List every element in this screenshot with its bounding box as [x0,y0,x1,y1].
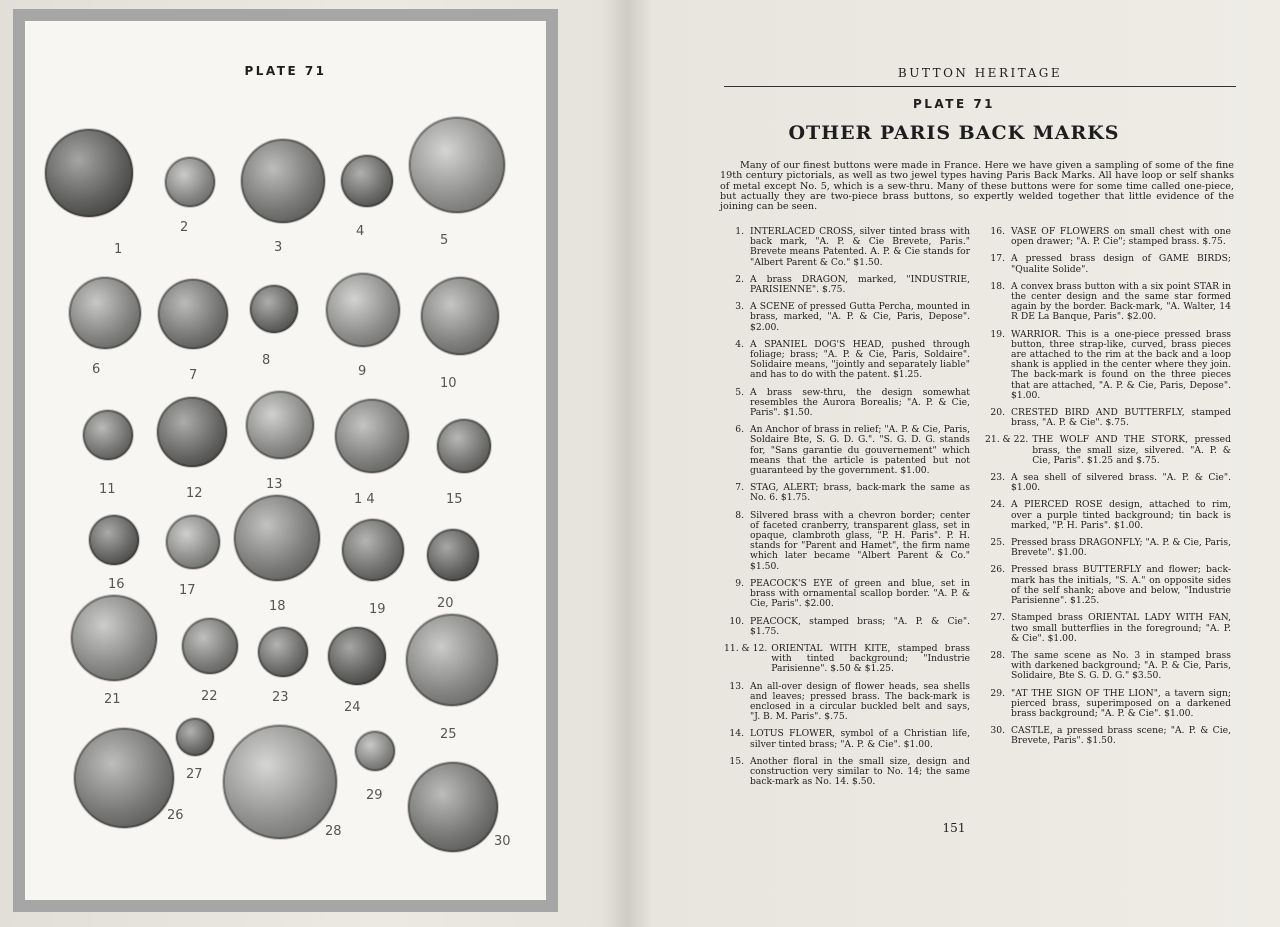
button-number-label: 26 [167,808,184,823]
entry-number: 18. [990,280,1005,292]
entry-item [985,613,1231,644]
button-number-label: 10 [440,376,457,391]
entry-number: 15. [729,755,744,767]
entry-text: Pressed brass BUTTERFLY and flower; back-mark has the initials, "S. A." on opposite sides of the self shank; above and below, "Industrie Parisienne". $1.25. [1011,564,1231,607]
entry-text: An Anchor of brass in relief; "A. P. & Cie, Paris, Soldaire Bte, S. G. D. G.". "S. G. D. G. stands for, "Sans garantie du gouvernement" which means that the article is patented but not guaranteed by the government. $1.00. [750,424,970,477]
button-photo-13 [246,391,314,459]
button-number-label: 25 [440,727,457,742]
button-number-label: 17 [179,583,196,598]
button-number-label: 1 [114,242,123,257]
button-photo-17 [166,515,220,569]
entry-number: 3. [735,301,744,313]
left-page [0,0,625,927]
button-number-label: 22 [201,689,218,704]
entry-text: A SPANIEL DOG'S HEAD, pushed through foliage; brass; "A. P. & Cie, Paris, Soldaire". Solidaire means, "jointly and separately liable" and has to do with the patent. $1.25. [750,338,970,381]
entry-text: A brass sew-thru, the design somewhat resembles the Aurora Borealis; "A. P. & Cie, Paris". $1.50. [750,386,970,419]
entry-text: Another floral in the small size, design and construction very similar to No. 14; the same back-mark as No. 14. $.50. [750,755,970,788]
entry-item [724,275,970,295]
page-heading: OTHER PARIS BACK MARKS [788,122,1120,144]
entry-text: VASE OF FLOWERS on small chest with one open drawer; "A. P. Cie"; stamped brass. $.75. [1011,226,1231,248]
entry-text: The same scene as No. 3 in stamped brass with darkened background; "A. P. & Cie, Paris, Solidaire, Bte S. G. D. G." $3.50. [1011,649,1231,682]
entry-text: A PIERCED ROSE design, attached to rim, over a purple tinted background; tin back is marked, "P. H. Paris". $1.00. [1011,499,1231,531]
entry-item [985,330,1231,401]
button-photo-19 [342,519,404,581]
button-photo-22 [182,618,238,674]
entry-item [985,227,1231,247]
button-number-label: 21 [104,692,121,707]
entry-item [724,757,970,788]
running-head-text: BUTTON HERITAGE [897,66,1063,80]
entry-item [724,227,970,268]
entry-number: 16. [990,226,1005,237]
button-photo-18 [234,495,320,581]
entry-text: Stamped brass ORIENTAL LADY WITH FAN, two small butterflies in the foreground; "A. P. & Cie". $1.00. [1011,612,1231,644]
button-photo-27 [176,718,214,756]
button-photo-25 [406,614,498,706]
entry-number: 14. [729,728,744,740]
entry-number: 28. [990,649,1005,661]
entry-text: Pressed brass DRAGONFLY; "A. P. & Cie, Paris, Brevete". $1.00. [1011,537,1231,559]
plate-title-left: PLATE 71 [244,64,327,78]
button-number-label: 27 [186,767,203,782]
plate-label: PLATE 71 [912,97,996,111]
entry-text: "AT THE SIGN OF THE LION", a tavern sign; pierced brass, superimposed on a darkened brass background; "A. P. & Cie". $1.00. [1011,687,1231,719]
plate-frame [13,9,558,912]
entry-number: 17. [990,253,1005,265]
entry-number: 8. [735,509,744,521]
button-number-label: 4 [356,224,365,239]
button-number-label: 9 [358,364,367,379]
entry-number: 23. [990,472,1005,484]
entry-item [985,538,1231,558]
entry-text: INTERLACED CROSS, silver tinted brass with back mark, "A. P. & Cie Brevete, Paris." Brevete means Patented. A. P. & Cie stands for "Albert Parent & Co." $1.50. [750,226,970,268]
button-photo-3 [241,139,325,223]
entry-number: 21. & 22. [985,434,1029,446]
button-number-label: 15 [446,492,463,507]
entry-number: 13. [729,680,744,692]
button-photo-4 [341,155,393,207]
entries-column-right [985,227,1231,754]
entry-text: CRESTED BIRD AND BUTTERFLY, stamped brass, "A. P. & Cie". $.75. [1011,407,1231,429]
button-photo-11 [83,410,133,460]
entry-number: 20. [990,407,1005,419]
entry-item [985,651,1231,682]
entry-item [724,340,970,381]
entry-text: LOTUS FLOWER, symbol of a Christian life, silver tinted brass; "A. P. & Cie". $1.00. [750,728,970,750]
entry-item [724,644,970,675]
button-photo-14 [335,399,409,473]
entry-text: A sea shell of silvered brass. "A. P. & Cie". $1.00. [1011,472,1231,494]
button-photo-15 [437,419,491,473]
entry-number: 2. [735,273,744,285]
button-photo-20 [427,529,479,581]
entry-item [724,483,970,503]
button-photo-7 [158,279,228,349]
entry-item [724,425,970,476]
button-photo-1 [45,129,133,217]
entry-item [985,408,1231,428]
entry-text: THE WOLF AND THE STORK, pressed brass, the small size, silvered. "A. P. & Cie, Paris". $1.25 and $.75. [1032,434,1231,466]
entry-number: 11. & 12. [724,642,768,654]
entry-item [985,435,1231,466]
entry-item [985,473,1231,493]
entry-text: An all-over design of flower heads, sea shells and leaves; pressed brass. The back-mark is enclosed in a circular buckled belt and says, "J. B. M. Paris". $.75. [750,680,970,723]
entry-item [724,729,970,749]
button-number-label: 1 4 [354,492,375,507]
button-number-label: 3 [274,240,283,255]
entry-text: Silvered brass with a chevron border; center of faceted cranberry, transparent glass, set in opaque, clambroth glass, "P. H. Paris". P. H. stands for "Parent and Hamet", the firm name which later became "Albert Parent & Co." $1.50. [750,509,970,572]
button-photo-10 [421,277,499,355]
button-number-label: 29 [366,788,383,803]
entry-number: 6. [735,424,744,436]
button-photo-8 [250,285,298,333]
button-photo-28 [223,725,337,839]
button-photo-9 [326,273,400,347]
button-number-label: 7 [189,368,198,383]
entry-text: STAG, ALERT; brass, back-mark the same as No. 6. $1.75. [750,482,970,504]
entry-text: WARRIOR. This is a one-piece pressed brass button, three strap-like, curved, brass pieces are attached to the rim at the back and a loop shank is applied in the center where they join. The back-mark is found on the three pieces that are attached, "A. P. & Cie, Paris, Depose". $1.00. [1011,328,1231,401]
entry-item [985,726,1231,746]
entry-item [724,302,970,333]
button-number-label: 6 [92,362,101,377]
entry-number: 30. [990,725,1005,737]
entry-number: 9. [735,577,744,589]
running-head [724,66,1236,87]
entry-text: A convex brass button with a six point STAR in the center design and the same star formed again by the border. Back-mark, "A. Walter, 14 R DE La Banque, Paris". $2.00. [1011,280,1231,323]
button-number-label: 5 [440,233,449,248]
entry-text: A brass DRAGON, marked, "INDUSTRIE, PARISIENNE". $.75. [750,273,970,296]
entry-item [985,254,1231,274]
button-photo-12 [157,397,227,467]
entry-number: 1. [735,226,744,237]
entry-item [724,511,970,572]
button-number-label: 12 [186,486,203,501]
button-number-label: 24 [344,700,361,715]
entry-number: 7. [735,482,744,494]
entries-column-left [724,227,970,794]
intro-text: Many of our finest buttons were made in France. Here we have given a sampling of some of the fine 19th century pictorials, as well as two jewel types having Paris Back Marks. All have loop or self shanks of metal except No. 5, which is a sew-thru. Many of these buttons were for some time called one-piece, but actually they are two-piece brass buttons, so expertly welded together that little evidence of the joining can be seen. [720,160,1234,213]
button-photo-6 [69,277,141,349]
entry-text: A SCENE of pressed Gutta Percha, mounted in brass, marked, "A. P. & Cie, Paris, Depose". $2.00. [750,301,970,333]
entry-number: 24. [990,499,1005,511]
entry-number: 27. [990,612,1005,624]
entry-text: PEACOCK, stamped brass; "A. P. & Cie". $1.75. [750,615,970,637]
button-number-label: 13 [266,477,283,492]
entry-item [724,388,970,419]
entry-number: 19. [990,328,1005,340]
button-number-label: 16 [108,577,125,592]
button-number-label: 18 [269,599,286,614]
entry-number: 4. [735,338,744,350]
button-number-label: 19 [369,602,386,617]
button-number-label: 23 [272,690,289,705]
button-photo-30 [408,762,498,852]
button-number-label: 8 [262,353,271,368]
entry-text: CASTLE, a pressed brass scene; "A. P. & Cie, Brevete, Paris". $1.50. [1011,725,1231,747]
page-number: 151 [942,821,966,835]
entry-item [724,579,970,610]
button-photo-5 [409,117,505,213]
entry-number: 26. [990,564,1005,576]
button-photo-16 [89,515,139,565]
entry-text: ORIENTAL WITH KITE, stamped brass with tinted background; "Industrie Parisienne". $.50 & $1.25. [771,642,970,675]
button-number-label: 28 [325,824,342,839]
button-number-label: 20 [437,596,454,611]
entry-number: 25. [990,537,1005,549]
entry-item [985,565,1231,606]
entry-item [985,689,1231,720]
entry-number: 29. [990,687,1005,699]
entry-number: 10. [729,615,744,627]
entry-item [985,282,1231,323]
entry-item [724,682,970,723]
button-photo-26 [74,728,174,828]
button-number-label: 11 [99,482,116,497]
button-photo-29 [355,731,395,771]
entry-text: A pressed brass design of GAME BIRDS; "Qualite Solide". [1011,253,1231,275]
button-number-label: 2 [180,220,189,235]
button-photo-23 [258,627,308,677]
button-photo-24 [328,627,386,685]
plate-photo-area [25,21,546,900]
entry-item [985,500,1231,531]
entry-number: 5. [735,386,744,398]
intro-paragraph [720,161,1234,212]
button-number-label: 30 [494,834,511,849]
entry-text: PEACOCK'S EYE of green and blue, set in brass with ornamental scallop border. "A. P. & Cie, Paris". $2.00. [750,577,970,610]
button-photo-21 [71,595,157,681]
right-page [628,0,1280,927]
entry-item [724,617,970,637]
button-photo-2 [165,157,215,207]
